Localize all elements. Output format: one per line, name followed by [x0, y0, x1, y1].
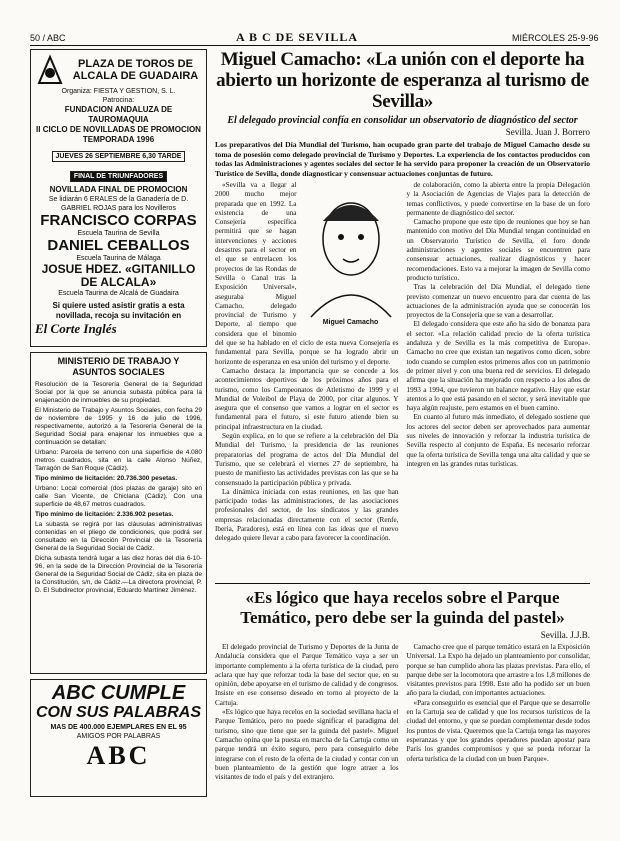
- article-column: [407, 181, 591, 579]
- subheadline: El delegado provincial confía en consolidar un observatorio de diagnóstico del sector: [227, 115, 578, 126]
- bullfighter-school: Escuela Taurina de Alcalá de Guadaira: [58, 290, 179, 297]
- ministry-notice: [30, 352, 207, 674]
- sponsor-label: Patrocina:: [102, 97, 135, 104]
- cycle: II CICLO DE NOVILLADAS DE PROMOCION TEMPORADA 1996: [36, 125, 201, 144]
- byline: Sevilla. Juan J. Borrero: [505, 127, 590, 137]
- event-date: JUEVES 26 SEPTIEMBRE 6,30 TARDE: [52, 151, 186, 162]
- page-header: [0, 0, 620, 44]
- abc-ad-line2: CON SUS PALABRAS: [35, 704, 202, 721]
- article-paragraph: Según explica, en lo que se refiere a la celebración del Día Mundial del Turismo, la presidencia de las reuniones preparatorias del programa de actos del Día Mundial del Turismo, que se celebrará el viernes 27 de septiembre, ha puesto de manifiesto las actividades previstas con las que se ha consensuado la participación pública y privada.: [215, 432, 399, 487]
- article-paragraph: Camacho destaca la importancia que se concede a los acontecimientos deportivos de los próximos años para el turismo, como los Campeonatos de Atletismo de 1999 y el Mundial de Voleibol de Playa de 2000, por citar algunos. Y asegura que el consenso que vamos a lograr en el sector es fundamental para el futuro, si este futuro atiende bien su principal infraestructura en la ciudad.: [215, 366, 399, 431]
- byline-2: Sevilla. J.J.B.: [540, 630, 590, 640]
- article-paragraph: La dinámica iniciada con estas reuniones, en las que han participado todas las administraciones, de las asociaciones profesionales del sector, de los sindicatos y las grandes empresas relacionadas directamente con el sector (Renfe, Iberia, Paradores), está en línea con las ideas que el nuevo delegado quiere llevar a cabo para favorecer la coordinación.: [215, 487, 399, 543]
- organizer: Organiza: FIESTA Y GESTION, S. L.: [61, 88, 176, 95]
- notice-paragraph: Urbano: Local comercial (dos plazas de garaje) sito en calle San Vicente, de Chiclana (Cádiz). Con una superficie de 48,67 metros cuadrados.: [35, 485, 202, 508]
- article-paragraph: Camacho propone que este tipo de reuniones que hoy se han mantenido con motivo del Día Mundial tengan continuidad en un Observatorio Turístico de Sevilla, el foro donde administraciones y agentes sociales se encuentren para consensuar actuaciones, realizar diagnósticos y hacer recomendaciones. Esto va a mejorar la imagen de Sevilla como producto turístico.: [406, 218, 590, 282]
- bullfighter-school: Escuela Taurina de Sevilla: [77, 230, 160, 237]
- event-title: NOVILLADA FINAL DE PROMOCION: [49, 185, 188, 194]
- article2-body: [215, 643, 590, 782]
- abc-ad-line1: ABC CUMPLE: [51, 682, 186, 704]
- final-badge: FINAL DE TRIUNFADORES: [70, 171, 167, 182]
- notice-paragraph: El Ministerio de Trabajo y Asuntos Sociales, con fecha 29 de noviembre de 1995 y 16 de julio de 1996, respectivamente, autorizó a la Tesorería General de la Seguridad Social para enajenar los inmuebles que a continuación se detallan:: [35, 407, 202, 446]
- issue-date: MIÉRCOLES 25-9-96: [512, 33, 599, 43]
- section-title: A B C DE SEVILLA: [236, 30, 359, 44]
- bullfighter-name: FRANCISCO CORPAS: [40, 212, 197, 229]
- bullring-title: PLAZA DE TOROS DE ALCALA DE GUADAIRA: [72, 58, 199, 82]
- promo-text: Si quiere usted asistir gratis a esta novillada, recoja su invitación en: [52, 301, 185, 320]
- article-column: [407, 643, 591, 763]
- article-paragraph: El delegado considera que este año ha sido de bonanza para el sector. «La relación calidad precio de la oferta turística andaluza y de Sevilla es la más competitiva de Europa». Camacho no cree que existan tan negativos como dicen, sobre todo cuando se cumplen estos primeros años con un patrimonio de primer nivel y con una buena red de servicios. El delegado afirma que la situación ha mejorado con respecto a los años de 1993 a 1994, que tuvieron un balance negativo. Hay que estar atentos a lo que está pasando en el sector, y será inevitable que haya algún reajuste, pero estamos en el buen camino.: [406, 320, 590, 413]
- article-column: [215, 181, 399, 579]
- notice-paragraph: Urbano: Parcela de terreno con una superficie de 4.080 metros cuadrados, sita en la calle Alonso Núñez, Tarragón de San Roque (Cádiz).: [35, 449, 202, 472]
- bullfighter-name: JOSUE HDEZ. «GITANILLO DE ALCALA»: [41, 262, 196, 289]
- notice-paragraph: La subasta se regirá por las cláusulas administrativas contenidas en el pliego de condiciones, que podrá ser consultado en la Dirección Provincial de la Tesorería General de la Seguridad Social de Cádiz.: [35, 521, 202, 552]
- section-rule: [215, 583, 590, 584]
- lede: Los preparativos del Día Mundial del Turismo, han ocupado gran parte del trabajo de Miguel Camacho desde su toma de posesión como delegado provincial de Turismo y Deportes. La experiencia de los contactos producidos con todas las Administraciones y agentes sociales del sector le ha servido para proponer la creación de un Observatorio Turístico de Sevilla, donde diagnosticar y consensuar actuaciones conjuntas de futuro.: [215, 140, 590, 178]
- article-paragraph: El delegado provincial de Turismo y Deportes de la Junta de Andalucía considera que el Parque Temático vaya a ser un importante complemento a la oferta turística de la ciudad, pero aclara que hay que reforzar toda la base del sector que, en su opinión, debe apoyarse en el turismo de calidad y de congresos. Insiste en ese consenso deseado en torno al proyecto de la Cartuja.: [215, 643, 399, 707]
- article-paragraph: «Sevilla va a llegar al 2000 mucho mejor preparada que en 1992. La existencia de una Consejería específica permitirá que se hagan intervenciones y acciones desastres para el sector en el que se entrelacen los proyectos de las Rondas de Sevilla o Canal tras la Exposición Universal», aseguraba Miguel Camacho, delegado provincial de Turismo y Deporte, al tiempo que considera que el binomio del que se ha hablado en el ciclo de esta nueva Consejería es fundamental para Sevilla, porque se ha logrado abrir un horizonte de esperanza en esa unión del turismo y el deporte.: [215, 181, 399, 366]
- article-column: [215, 643, 399, 782]
- left-column: [30, 49, 207, 802]
- sponsor: FUNDACION ANDALUZA DE TAUROMAQUIA: [64, 105, 173, 124]
- headline-2: «Es lógico que haya recelos sobre el Parque Temático, pero debe ser la guinda del pastel»: [240, 588, 565, 627]
- notice-paragraph: Tipo mínimo de licitación: 2.336.902 pesetas.: [35, 511, 174, 518]
- photo-caption: Miguel Camacho: [322, 319, 379, 326]
- abc-ad-note: MAS DE 400.000 EJEMPLARES EN EL 95: [50, 724, 187, 731]
- main-column: [215, 49, 590, 782]
- abc-ad-sub: AMIGOS POR PALABRAS: [76, 733, 161, 740]
- portrait-illustration-icon: [303, 181, 399, 317]
- store-logo: El Corte Inglés: [35, 321, 117, 336]
- notice-paragraph: Dicha subasta tendrá lugar a las diez horas del día 6-10-96, en la sede de la Dirección Provincial de la Tesorería General de la Seguridad Social de Cádiz, sita en plaza de la Constitución, s/n, de Cádiz.—La directora provincial, P. D. El Subdirector provincial, Eduardo Martínez Jiménez.: [35, 555, 202, 594]
- ministry-body: [35, 381, 202, 595]
- bullring-ad: [30, 49, 207, 347]
- bullfighter-school: Escuela Taurina de Málaga: [76, 255, 161, 262]
- article-paragraph: «Para conseguirlo es esencial que el Parque que se desarrolle en la Cartuja sea de calidad y que los recursos turísticos de la ciudad del entorno, y que se puedan complementar desde todos los puntos de vista. Queremos que la Cartuja tenga las mayores esperanzas y que los grandes operadores puedan apostar para París los grandes compromisos y que se pueda reforzar la oferta turística de la ciudad con un buen Parque».: [406, 698, 590, 763]
- notice-paragraph: Resolución de la Tesorería General de la Seguridad Social por la que se anuncia subasta pública para la enajenación de inmuebles de su propiedad.: [35, 381, 202, 404]
- article-body: [215, 181, 590, 579]
- bulls-info: Se lidiarán 6 ERALES de la Ganadería de D. GABRIEL ROJAS para los Novilleros: [48, 196, 189, 212]
- portrait: [303, 181, 399, 331]
- abc-ad: [30, 679, 207, 797]
- headline: Miguel Camacho: «La unión con el deporte ha abierto un horizonte de esperanza al turismo de Sevilla»: [216, 49, 589, 112]
- abc-logo: ABC: [86, 741, 151, 770]
- ministry-title: MINISTERIO DE TRABAJO Y ASUNTOS SOCIALES: [57, 356, 180, 377]
- bullfighter-name: DANIEL CEBALLOS: [47, 237, 190, 254]
- header-rule: [30, 45, 590, 46]
- bullring-emblem-icon: [35, 53, 65, 87]
- article-paragraph: Tras la celebración del Día Mundial, el delegado tiene previsto comenzar un nuevo encuentro para dar cuenta de las actuaciones de la administración ayuda que se conocerán los proyectos de la Consejería que se van a desarrollar.: [406, 283, 590, 320]
- article-paragraph: En cuanto al futuro más inmediato, el delegado sostiene que los actores del sector deben ser aprovechados para aumentar sus niveles de innovación y reforzar la industria turística de Sevilla respecto al conjunto de España. Es necesario reforzar que la oferta turística de Sevilla tenga una alta calidad y que se integren en las grandes rutas turísticas.: [406, 413, 590, 468]
- article-paragraph: de colaboración, como la abierta entre la propia Delegación y la Asociación de Agencias de Viajes para la detección de temas conflictivos, y puede convertirse en la base de un foro permanente de diagnóstico del sector.: [406, 181, 590, 217]
- article-paragraph: «Es lógico que haya recelos en la sociedad sevillana hacia el Parque Temático, pero no puede significar el paradigma del turismo, sino que tiene que ser la guinda del pastel». Miguel Camacho opina que la puesta en marcha de la Cartuja como un parque tendrá un éxito seguro, pero para conseguirlo debe integrarse con el resto de la oferta de la ciudad y contar con un buen planteamiento de la gestión que logre atraer a los visitantes de todo el país y del extranjero.: [215, 708, 399, 782]
- notice-paragraph: Tipo mínimo de licitación: 20.736.300 pesetas.: [35, 475, 178, 482]
- page-number: 50 / ABC: [30, 33, 66, 43]
- article-paragraph: Camacho cree que el parque temático estará en la Exposición Universal. La Expo ha dejado un planteamiento por consolidar, porque se han cumplido ahora las plazas previstas. Para ello, el parque debe ser la locomotora que arrastre a los 1,8 millones de visitantes previstos para 1998. Este año ha podido ser un buen año para la ciudad, con importantes actuaciones.: [406, 643, 590, 698]
